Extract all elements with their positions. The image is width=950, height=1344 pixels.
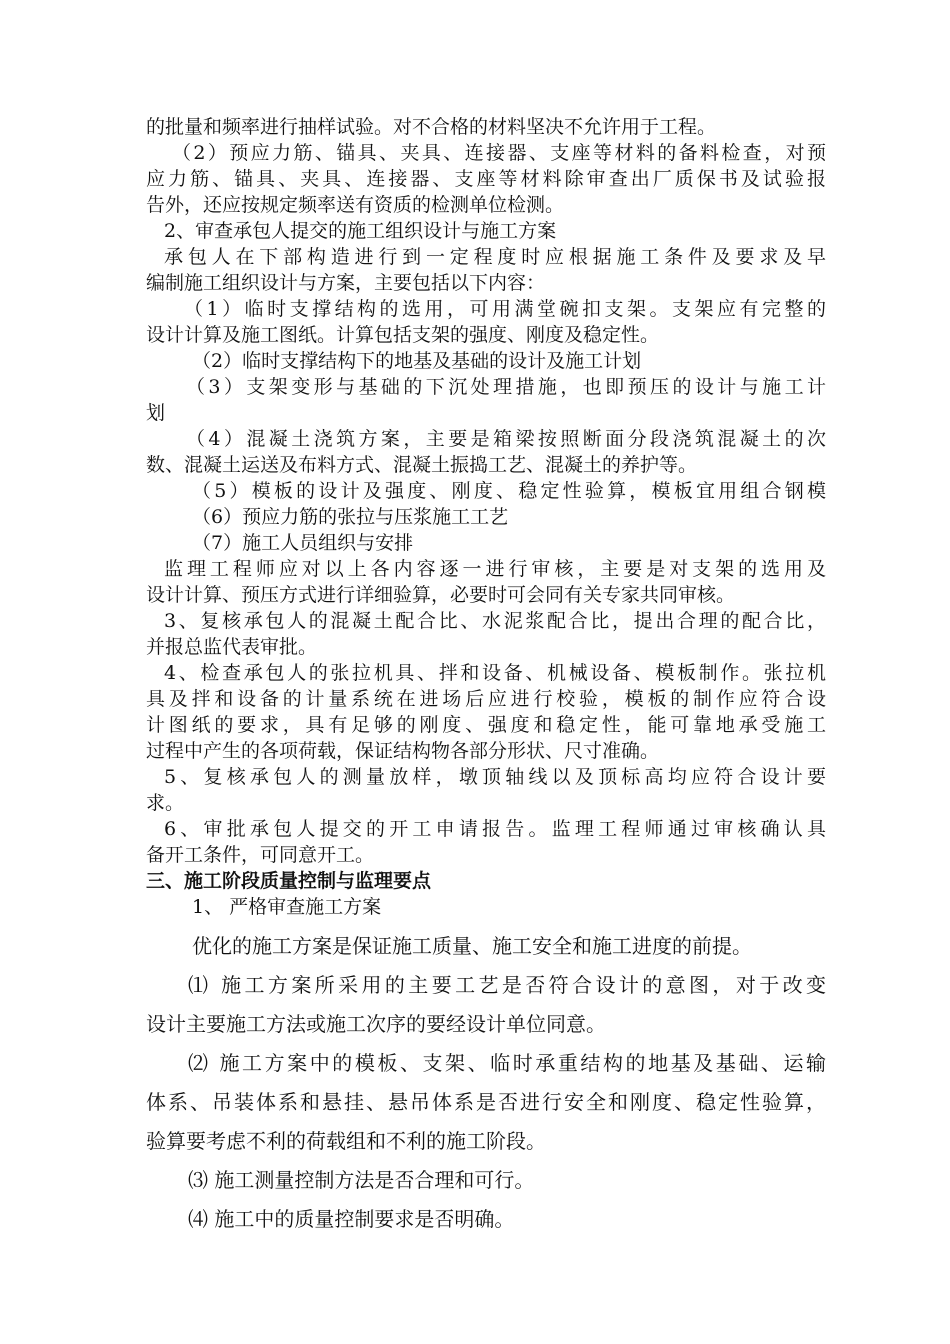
text-line: （1）临时支撑结构的选用，可用满堂碗扣支架。支架应有完整的 [184,298,826,320]
text-line: 过程中产生的各项荷载，保证结构物各部分形状、尺寸准确。 [146,740,660,762]
text-line: 5、复核承包人的测量放样，墩顶轴线以及顶标高均应符合设计要 [164,766,826,788]
text-line: 并报总监代表审批。 [146,636,318,658]
text-line: （7）施工人员组织与安排 [192,532,414,554]
text-line: 1、 严格审查施工方案 [192,896,382,918]
text-line: 4、检查承包人的张拉机具、拌和设备、机械设备、模板制作。张拉机 [164,662,826,684]
text-line: 编制施工组织设计与方案，主要包括以下内容： [146,272,546,294]
text-line: （6）预应力筋的张拉与压浆施工工艺 [192,506,509,528]
text-line: ⑴ 施工方案所采用的主要工艺是否符合设计的意图，对于改变 [188,973,826,997]
text-line: 3、复核承包人的混凝土配合比、水泥浆配合比，提出合理的配合比， [164,610,826,632]
text-line: 设计计算、预压方式进行详细验算，必要时可会同有关专家共同审核。 [146,584,736,606]
text-line: 告外，还应按规定频率送有资质的检测单位检测。 [146,194,565,216]
text-line: 备开工条件，可同意开工。 [146,844,375,866]
text-line: 优化的施工方案是保证施工质量、施工安全和施工进度的前提。 [192,934,752,958]
text-line: 应力筋、锚具、夹具、连接器、支座等材料除审查出厂质保书及试验报 [146,168,826,190]
text-line: ⑶ 施工测量控制方法是否合理和可行。 [188,1168,535,1192]
text-line: 求。 [146,792,185,814]
text-line: 6、审批承包人提交的开工申请报告。监理工程师通过审核确认具 [164,818,826,840]
text-line: 数、混凝土运送及布料方式、混凝土振捣工艺、混凝土的养护等。 [146,454,698,476]
text-line: 设计主要施工方法或施工次序的要经设计单位同意。 [146,1012,606,1036]
text-line: （2）预应力筋、锚具、夹具、连接器、支座等材料的备料检查，对预 [172,142,826,164]
text-line: （4）混凝土浇筑方案，主要是箱梁按照断面分段浇筑混凝土的次 [186,428,826,450]
text-line: 划 [146,402,166,424]
text-line: ⑷ 施工中的质量控制要求是否明确。 [188,1207,515,1231]
text-line: 承包人在下部构造进行到一定程度时应根据施工条件及要求及早 [164,246,826,268]
text-line: 监理工程师应对以上各内容逐一进行审核，主要是对支架的选用及 [164,558,826,580]
text-line: 体系、吊装体系和悬挂、悬吊体系是否进行安全和刚度、稳定性验算， [146,1090,826,1114]
text-line: ⑵ 施工方案中的模板、支架、临时承重结构的地基及基础、运输 [188,1051,826,1075]
text-line: 计图纸的要求，具有足够的刚度、强度和稳定性，能可靠地承受施工 [146,714,826,736]
text-line: （3）支架变形与基础的下沉处理措施，也即预压的设计与施工计 [186,376,826,398]
text-line: 2、审查承包人提交的施工组织设计与施工方案 [164,220,557,242]
section-heading: 三、施工阶段质量控制与监理要点 [146,870,432,892]
text-line: 设计计算及施工图纸。计算包括支架的强度、刚度及稳定性。 [146,324,660,346]
text-line: （2）临时支撑结构下的地基及基础的设计及施工计划 [192,350,642,372]
text-line: 的批量和频率进行抽样试验。对不合格的材料坚决不允许用于工程。 [146,116,717,138]
text-line: 验算要考虑不利的荷载组和不利的施工阶段。 [146,1129,546,1153]
text-line: （5）模板的设计及强度、刚度、稳定性验算，模板宜用组合钢模 [192,480,826,502]
text-line: 具及拌和设备的计量系统在进场后应进行校验，模板的制作应符合设 [146,688,826,710]
